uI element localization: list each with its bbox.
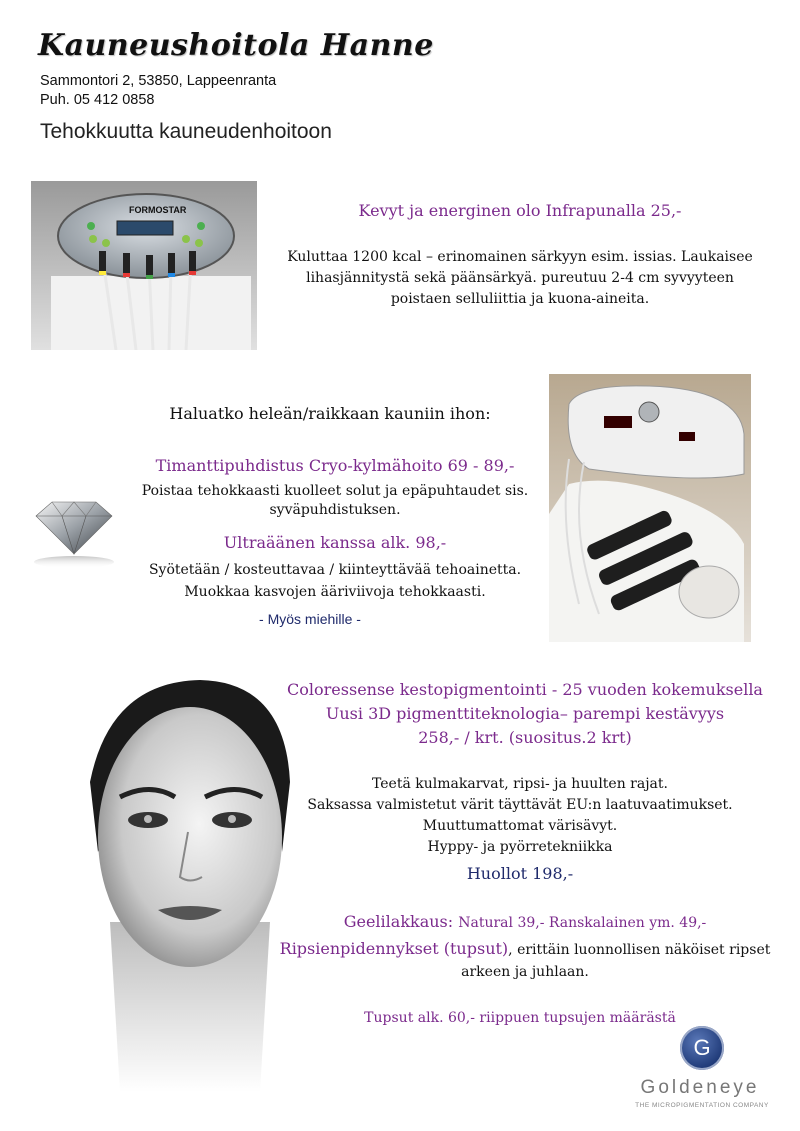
infrared-device-photo (31, 181, 257, 350)
lash-extension-offer (260, 938, 790, 983)
pigmentation-description (270, 774, 770, 858)
tuft-price-note: Tupsut alk. 60,- riippuen tupsujen määrästä (364, 1010, 676, 1026)
phone-number: Puh. 05 412 0858 (40, 92, 155, 108)
infrared-description-line: Kuluttaa 1200 kcal – erinomainen särkyyn esim. issias. Laukaisee (287, 249, 753, 265)
logo-letter: G (693, 1035, 711, 1060)
diamond-description-line: Poistaa tehokkaasti kuolleet solut ja epäpuhtaudet sis. (141, 483, 529, 499)
diamond-description-line: syväpuhdistuksen. (269, 502, 401, 518)
ultrasound-offer-title: Ultraäänen kanssa alk. 98,- (223, 533, 447, 552)
diamond-offer-title: Timanttipuhdistus Cryo-kylmähoito 69 - 89,- (155, 456, 515, 475)
skin-question: Haluatko heleän/raikkaan kauniin ihon: (169, 404, 491, 423)
goldeneye-logo-icon (680, 1026, 724, 1070)
infrared-description (270, 247, 770, 310)
maintenance-price: Huollot 198,- (466, 864, 574, 883)
infrared-description-line: poistaen selluliittia ja kuona-aineita. (390, 291, 650, 307)
ultrasound-description (110, 559, 560, 603)
address: Sammontori 2, 53850, Lappeenranta (40, 73, 277, 89)
ultrasound-device-photo (549, 374, 751, 642)
pigmentation-description-line: Muuttumattomat värisävyt. (422, 818, 618, 834)
infrared-offer-title: Kevyt ja energinen olo Infrapunalla 25,- (358, 201, 682, 220)
pigmentation-offer (260, 678, 790, 750)
pigmentation-offer-line: Coloressense kestopigmentointi - 25 vuoden kokemuksella (287, 680, 763, 699)
gel-polish-prices: Natural 39,- Ranskalainen ym. 49,- (458, 915, 707, 931)
men-note: - Myös miehille - (259, 611, 361, 627)
pigmentation-description-line: Hyppy- ja pyörretekniikka (427, 839, 613, 855)
tagline: Tehokkuutta kauneudenhoitoon (40, 120, 332, 143)
pigmentation-offer-line: Uusi 3D pigmenttiteknologia– parempi kestävyys (325, 704, 725, 723)
infrared-description-line: lihasjännitystä sekä päänsärkyä. pureutuu 2-4 cm syvyyteen (306, 270, 734, 286)
lash-extension-description: , erittäin luonnollisen näköiset ripset (508, 942, 771, 958)
pigmentation-offer-line: 258,- / krt. (suositus.2 krt) (418, 728, 632, 747)
device-brand-label: FORMOSTAR (129, 205, 187, 215)
diamond-description (110, 482, 560, 520)
lash-extension-title: Ripsienpidennykset (tupsut) (279, 939, 509, 958)
ultrasound-description-line: Muokkaa kasvojen ääriviivoja tehokkaasti. (184, 584, 486, 600)
ultrasound-description-line: Syötetään / kosteuttavaa / kiinteyttävää tehoainetta. (148, 562, 522, 578)
pigmentation-description-line: Saksassa valmistetut värit täyttävät EU:n laatuvaatimukset. (307, 797, 733, 813)
gel-polish-title: Geelilakkaus: (343, 912, 454, 931)
gel-polish-offer (260, 912, 790, 931)
goldeneye-logo-name: Goldeneye (640, 1077, 760, 1098)
pigmentation-description-line: Teetä kulmakarvat, ripsi- ja huulten rajat. (372, 776, 668, 792)
lash-extension-description-cont: arkeen ja juhlaan. (461, 964, 589, 980)
brand-name: Kauneushoitola Hanne (38, 28, 434, 63)
goldeneye-logo-subtitle: THE MICROPIGMENTATION COMPANY (635, 1102, 769, 1109)
diamond-image (28, 496, 120, 576)
